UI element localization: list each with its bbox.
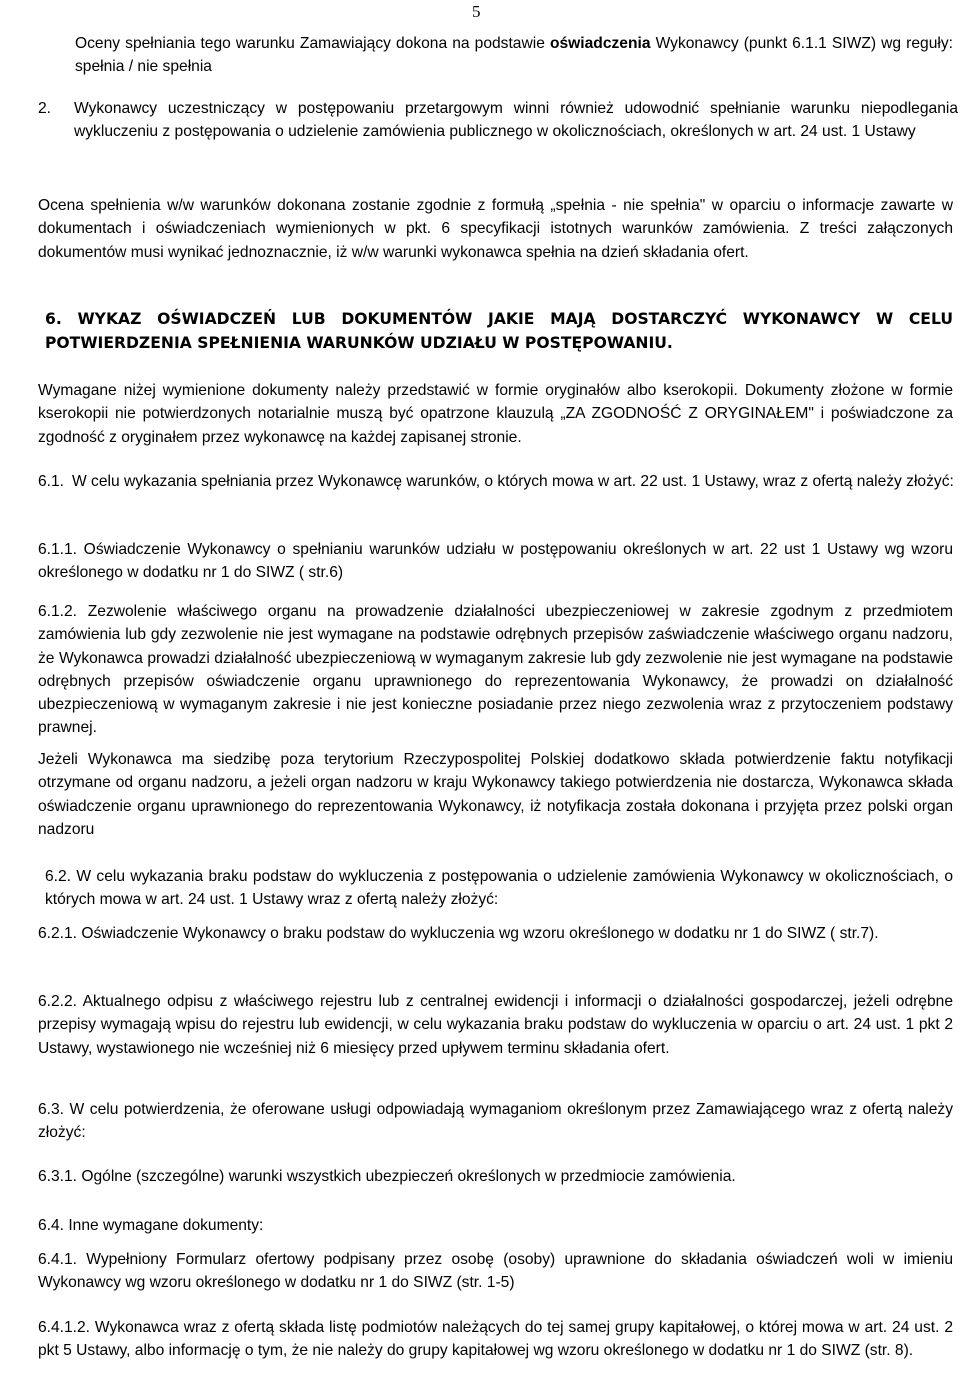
oceny-text-before: Oceny spełniania tego warunku Zamawiający dokona na podstawie bbox=[75, 35, 550, 52]
paragraph-ocena: Ocena spełnienia w/w warunków dokonana zostanie zgodnie z formułą „spełnia - nie spełnia" w oparciu o informacje zawarte w dokumentach i oświadczeniach wymienionych w pkt. 6 specyfikacji istotnych warunków zamówienia. Z treści załączonych dokumentów musi wynikać jednoznacznie, iż w/w warunki wykonawca spełnia na dzień składania ofert. bbox=[38, 197, 953, 261]
list-item-2-text: Wykonawcy uczestniczący w postępowaniu przetargowym winni również udowodnić spełnianie warunku niepodlegania wykluczeniu z postępowania o udzielenie zamówienia publicznego w okolicznościach, określonych w art. 24 ust. 1 Ustawy bbox=[74, 100, 958, 141]
paragraph-6-2-1: 6.2.1. Oświadczenie Wykonawcy o braku podstaw do wykluczenia wg wzoru określonego w dodatku nr 1 do SIWZ ( str.7). bbox=[38, 925, 879, 942]
paragraph-6-4: 6.4. Inne wymagane dokumenty: bbox=[38, 1217, 264, 1234]
paragraph-6-1-1: 6.1.1. Oświadczenie Wykonawcy o spełnianiu warunków udziału w postępowaniu określonych w art. 22 ust 1 Ustawy wg wzoru określonego w dodatku nr 1 do SIWZ ( str.6) bbox=[38, 541, 953, 582]
paragraph-6-2: 6.2. W celu wykazania braku podstaw do wykluczenia z postępowania o udzielenie zamówienia Wykonawcy w okolicznościach, o których mowa w art. 24 ust. 1 Ustawy wraz z ofertą należy złożyć: bbox=[45, 868, 953, 909]
page-number: 5 bbox=[472, 2, 481, 21]
oceny-text-after: Wykonawcy (punkt 6.1.1 SIWZ) wg reguły: spełnia / nie spełnia bbox=[75, 35, 953, 76]
paragraph-6-4-1: 6.4.1. Wypełniony Formularz ofertowy podpisany przez osobę (osoby) uprawnione do składania oświadczeń woli w imieniu Wykonawcy wg wzoru określonego w dodatku nr 1 do SIWZ (str. 1-5) bbox=[38, 1251, 953, 1292]
paragraph-oceny bbox=[75, 32, 953, 79]
p-6-1-number: 6.1. bbox=[38, 473, 65, 490]
list-item-2 bbox=[38, 97, 958, 144]
paragraph-6-1-2: 6.1.2. Zezwolenie właściwego organu na prowadzenie działalności ubezpieczeniowej w zakresie zgodnym z przedmiotem zamówienia lub gdy zezwolenie nie jest wymagane na podstawie odrębnych przepisów zaświadczenie właściwego organu nadzoru, że Wykonawca prowadzi działalność ubezpieczeniową w wymaganym zakresie lub gdy zezwolenie nie jest wymagane na podstawie odrębnych przepisów oświadczenie organu uprawnionego do reprezentowania Wykonawcy, że prowadzi on działalność ubezpieczeniową w wymaganym zakresie i nie jest konieczne posiadanie przez niego zezwolenia wraz z przytoczeniem podstawy prawnej. bbox=[38, 603, 953, 737]
paragraph-6-1 bbox=[38, 470, 958, 493]
paragraph-6-3: 6.3. W celu potwierdzenia, że oferowane usługi odpowiadają wymaganiom określonym przez Zamawiającego wraz z ofertą należy złożyć: bbox=[38, 1101, 953, 1142]
paragraph-6-2-2: 6.2.2. Aktualnego odpisu z właściwego rejestru lub z centralnej ewidencji i informacji o działalności gospodarczej, jeżeli odrębne przepisy wymagają wpisu do rejestru lub ewidencji, w celu wykazania braku podstaw do wykluczenia w oparciu o art. 24 ust. 1 pkt 2 Ustawy, wystawionego nie wcześniej niż 6 miesięcy przed upływem terminu składania ofert. bbox=[38, 993, 953, 1057]
paragraph-6-3-1: 6.3.1. Ogólne (szczególne) warunki wszystkich ubezpieczeń określonych w przedmiocie zamówienia. bbox=[38, 1168, 736, 1185]
section-6-heading: 6. WYKAZ OŚWIADCZEŃ LUB DOKUMENTÓW JAKIE MAJĄ DOSTARCZYĆ WYKONAWCY W CELU POTWIERDZENIA SPEŁNIENIA WARUNKÓW UDZIAŁU W POSTĘPOWANIU. bbox=[45, 310, 953, 352]
paragraph-wymagane: Wymagane niżej wymienione dokumenty należy przedstawić w formie oryginałów albo kserokopii. Dokumenty złożone w formie kserokopii nie potwierdzonych notarialnie muszą być opatrzone klauzulą „ZA ZGODNOŚĆ Z ORYGINAŁEM" i poświadczone za zgodność z oryginałem przez wykonawcę na każdej zapisanej stronie. bbox=[38, 382, 953, 446]
p-6-1-text: W celu wykazania spełniania przez Wykonawcę warunków, o których mowa w art. 22 ust. 1 Ustawy, wraz z ofertą należy złożyć: bbox=[72, 473, 954, 490]
oceny-bold-word: oświadczenia bbox=[549, 35, 651, 52]
paragraph-6-4-1-2: 6.4.1.2. Wykonawca wraz z ofertą składa listę podmiotów należących do tej samej grupy kapitałowej, o której mowa w art. 24 ust. 2 pkt 5 Ustawy, albo informację o tym, że nie należy do grupy kapitałowej wg wzoru określonego w dodatku nr 1 do SIWZ (str. 8). bbox=[38, 1319, 953, 1360]
list-item-2-number: 2. bbox=[38, 100, 52, 117]
paragraph-jezeli: Jeżeli Wykonawca ma siedzibę poza terytorium Rzeczypospolitej Polskiej dodatkowo składa potwierdzenie faktu notyfikacji otrzymane od organu nadzoru, a jeżeli organ nadzoru w kraju Wykonawcy takiego potwierdzenia nie dostarcza, Wykonawca składa oświadczenie organu uprawnionego do reprezentowania Wykonawcy, iż notyfikacja została dokonana i przyjęta przez polski organ nadzoru bbox=[38, 751, 953, 838]
